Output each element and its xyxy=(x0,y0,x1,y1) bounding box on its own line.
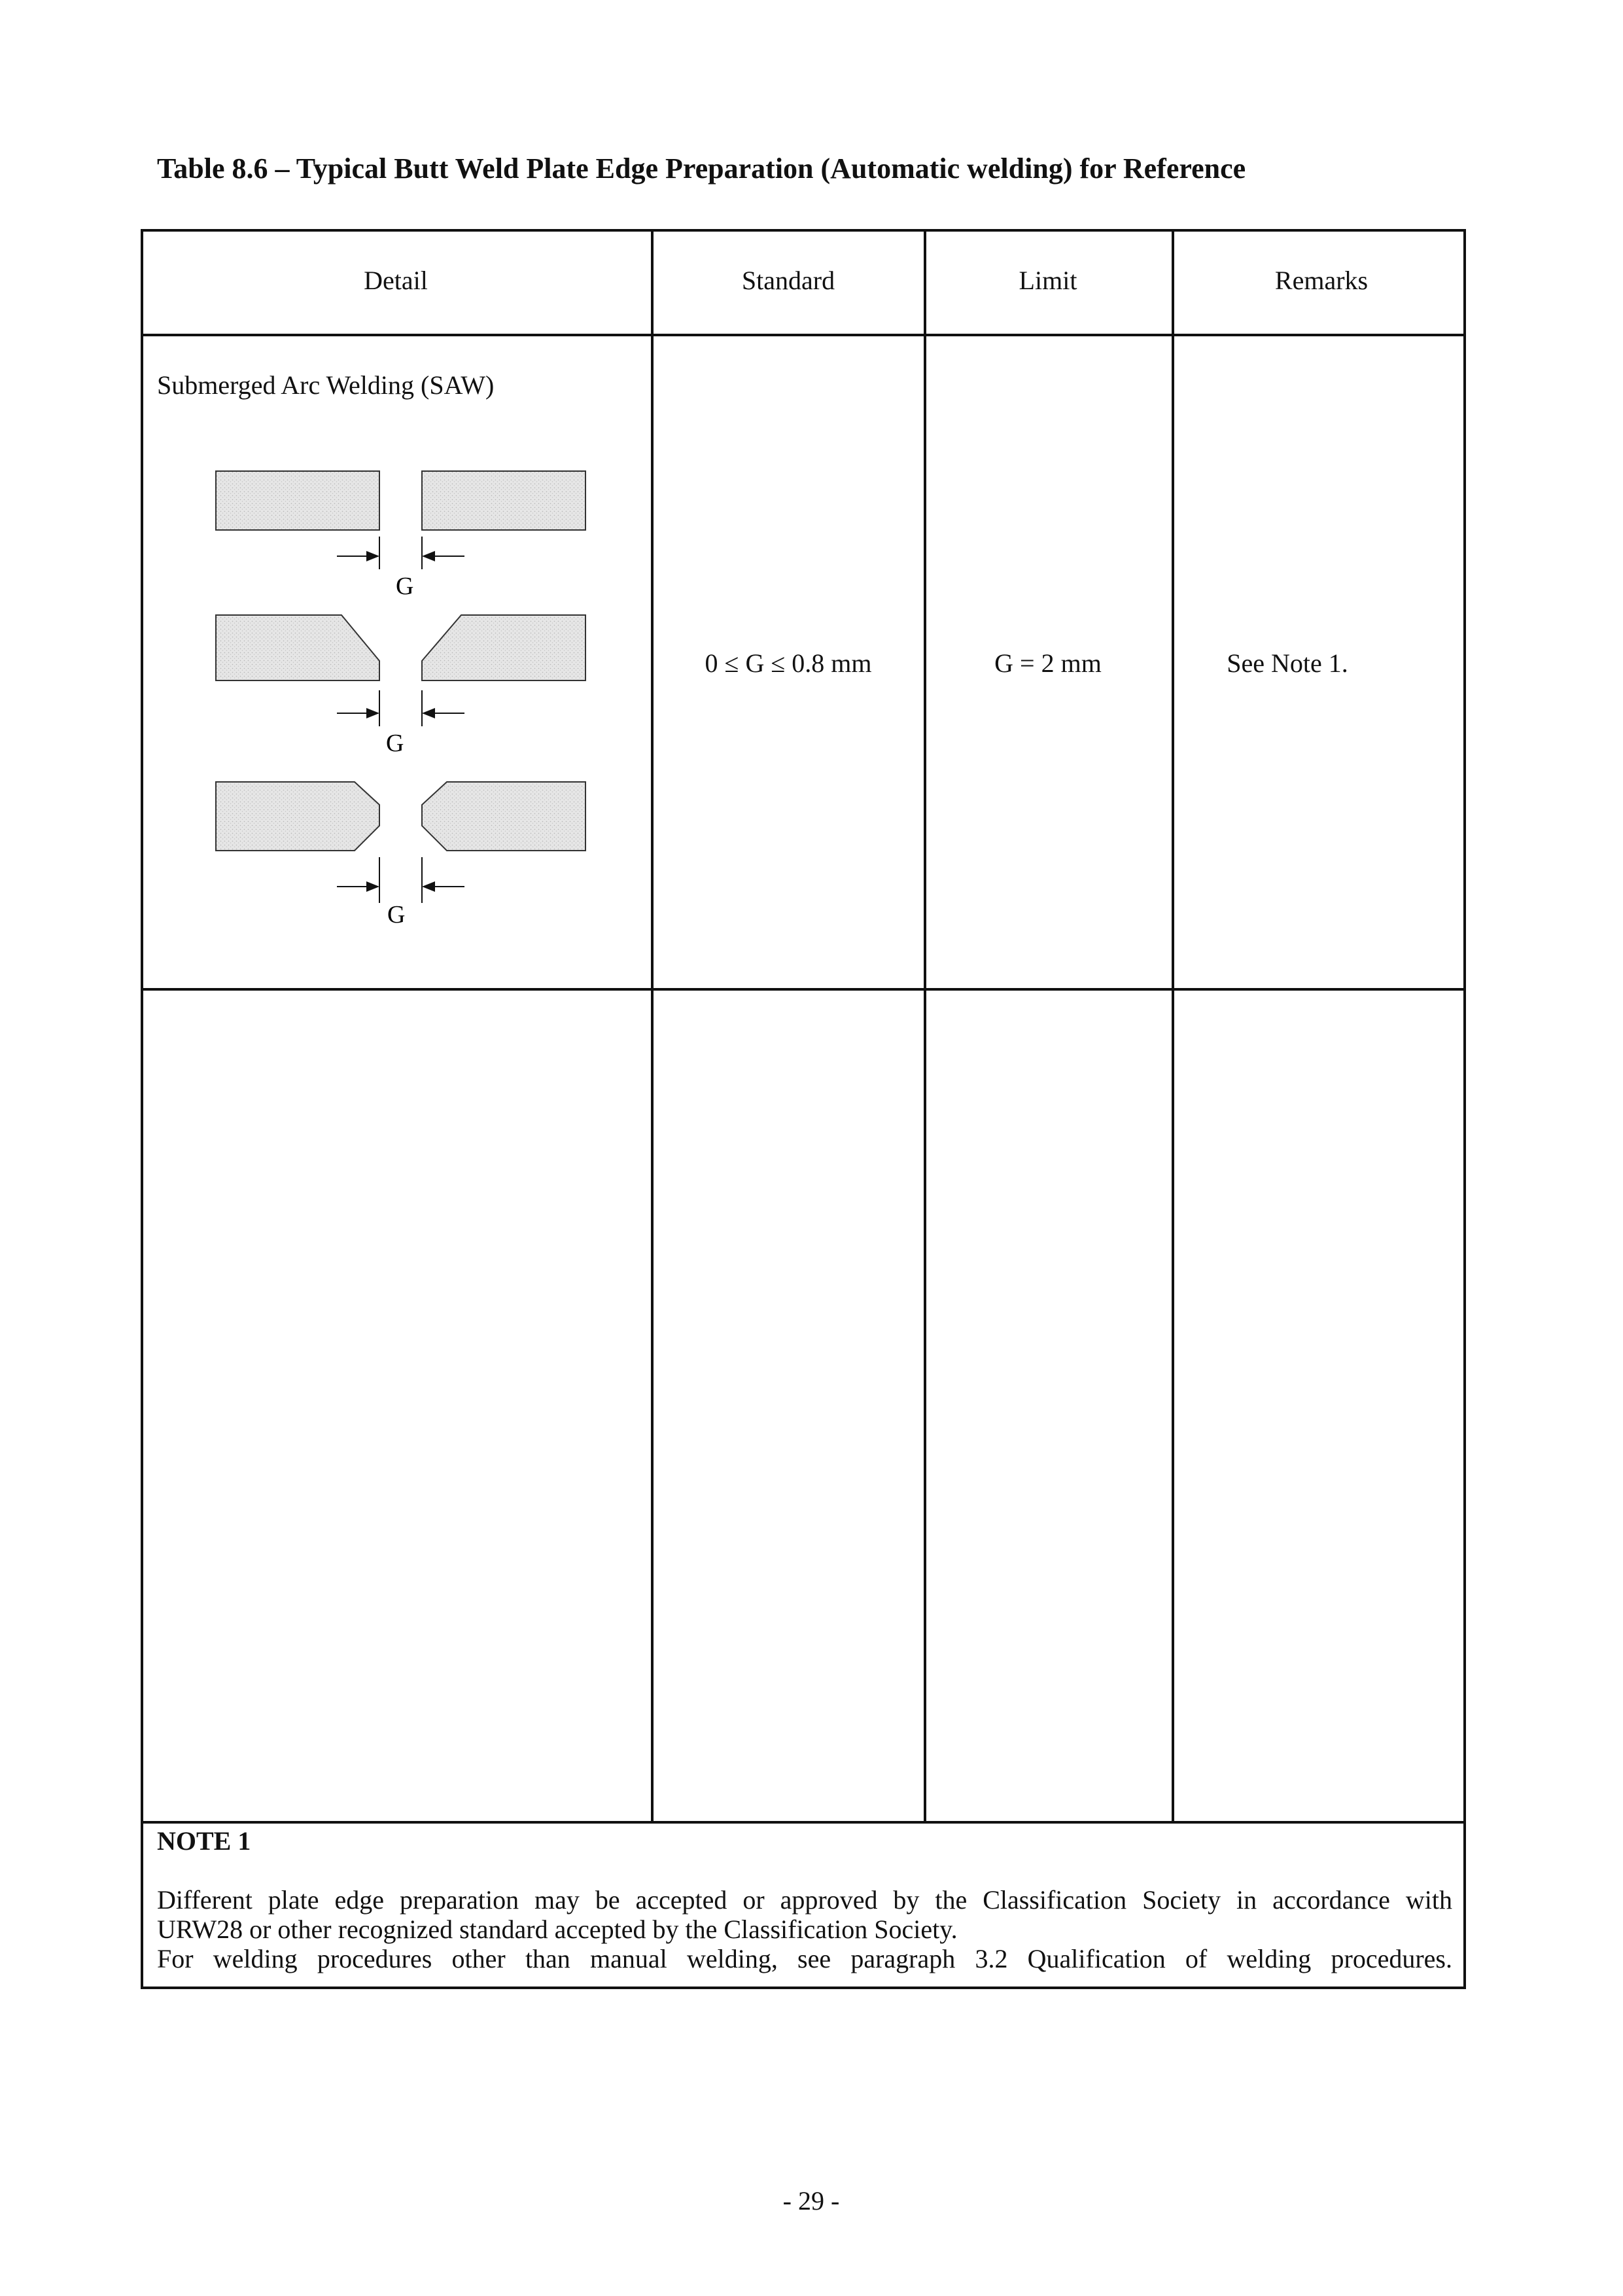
bevel-plate-left xyxy=(216,615,379,680)
table-title: Table 8.6 – Typical Butt Weld Plate Edge Preparation (Automatic welding) for Reference xyxy=(157,152,1246,185)
gap-label-3: G xyxy=(387,901,406,928)
double-bevel-edge-plates xyxy=(216,782,585,851)
note-title: NOTE 1 xyxy=(157,1826,251,1856)
note-line-2: URW28 or other recognized standard accepted by the Classification Society. xyxy=(157,1915,958,1944)
double-bevel-plate-left xyxy=(216,782,379,851)
gap-dimension-2 xyxy=(337,690,464,757)
detail-label: Submerged Arc Welding (SAW) xyxy=(157,370,495,400)
table-left-border xyxy=(141,229,143,1989)
table-top-border xyxy=(141,229,1466,232)
header-remarks: Remarks xyxy=(1274,266,1369,295)
bevel-edge-plates xyxy=(216,615,585,680)
table-bottom-border xyxy=(141,1987,1466,1989)
weld-edge-diagram xyxy=(196,451,615,936)
note-line-1: Different plate edge preparation may be accepted or approved by the Classification Society in accordance with xyxy=(157,1885,1452,1915)
limit-value: G = 2 mm xyxy=(994,648,1102,678)
col-divider-3 xyxy=(1172,229,1174,1824)
gap-label-1: G xyxy=(396,573,414,600)
row2-bottom-border xyxy=(141,1821,1466,1824)
gap-dimension-3 xyxy=(337,857,464,928)
bevel-plate-right xyxy=(422,615,585,680)
header-limit: Limit xyxy=(1019,266,1077,295)
square-plate-left xyxy=(216,471,379,530)
header-detail: Detail xyxy=(364,266,428,295)
header-bottom-border xyxy=(141,334,1466,336)
table-right-border xyxy=(1463,229,1466,1989)
row1-bottom-border xyxy=(141,988,1466,991)
header-standard: Standard xyxy=(741,266,835,295)
double-bevel-plate-right xyxy=(422,782,585,851)
note-line-3: For welding procedures other than manual welding, see paragraph 3.2 Qualification of welding procedures. xyxy=(157,1944,1452,1973)
standard-value: 0 ≤ G ≤ 0.8 mm xyxy=(705,648,872,678)
page-number: - 29 - xyxy=(782,2186,840,2216)
gap-label-2: G xyxy=(386,730,404,757)
col-divider-2 xyxy=(924,229,926,1824)
gap-dimension-1 xyxy=(337,537,464,600)
square-edge-plates xyxy=(216,471,585,530)
remarks-value: See Note 1. xyxy=(1227,648,1348,678)
square-plate-right xyxy=(422,471,585,530)
col-divider-1 xyxy=(651,229,654,1824)
